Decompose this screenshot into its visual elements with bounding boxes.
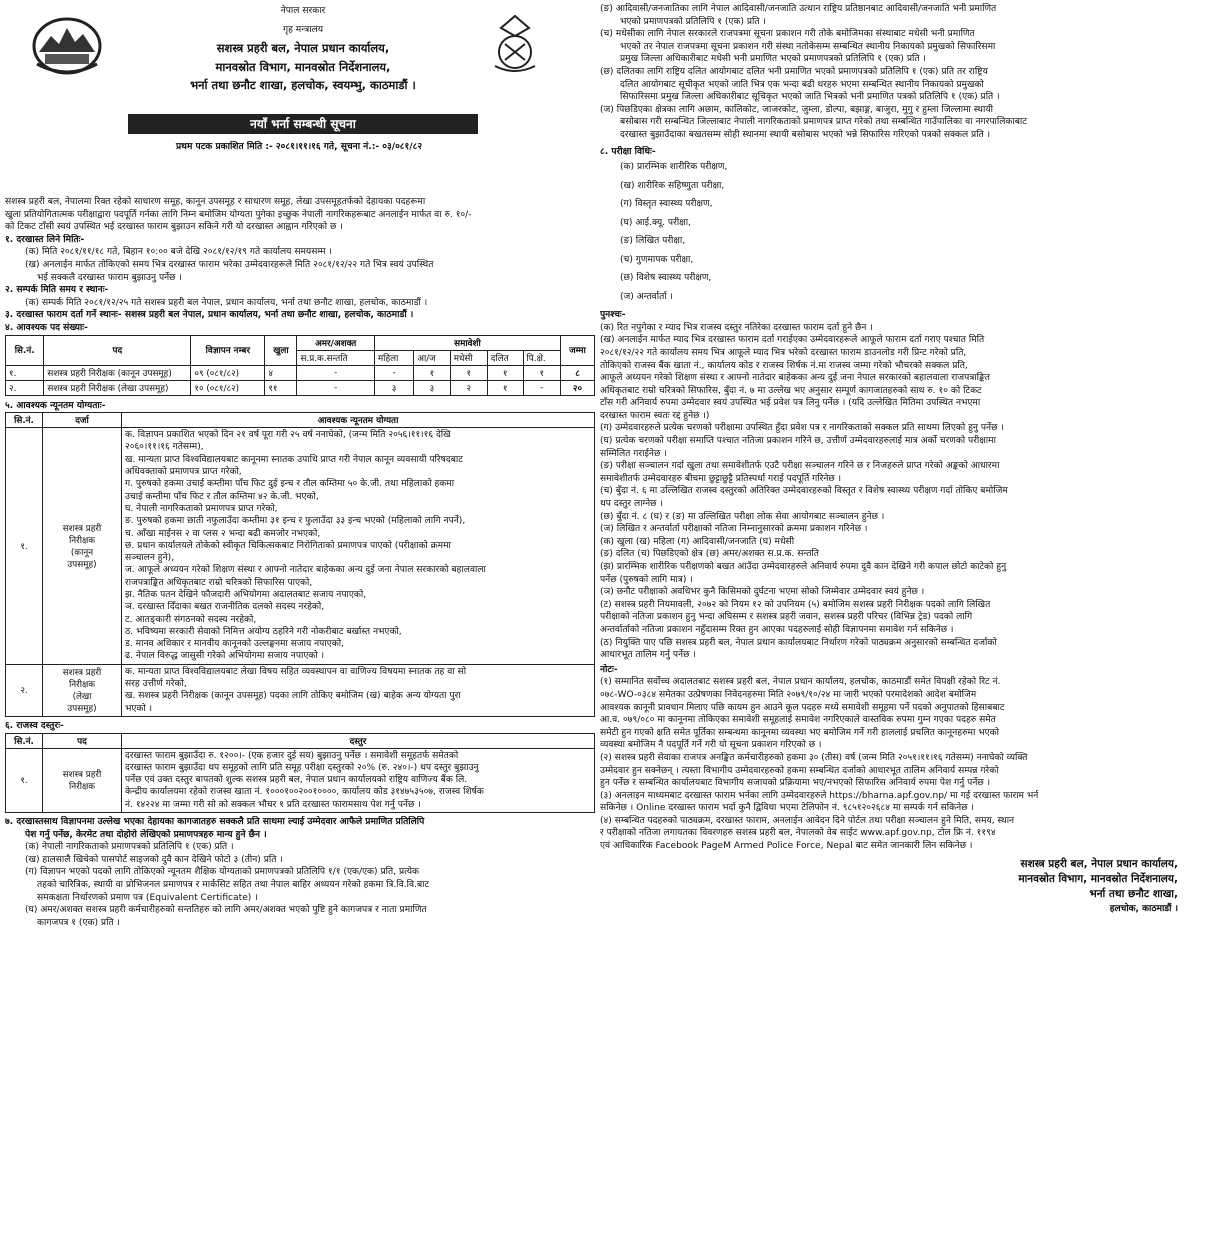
office-line-1: सशस्त्र प्रहरी बल, नेपाल प्रधान कार्यालय, (216, 41, 390, 55)
list-item: हुन पर्नेछ र सम्बन्धित कार्यालयबाट विभागीय सजायको प्रक्रियामा भए/नभएको सिफारिस अनिवार्य रुपमा पेश गर्नु पर्नेछ । (600, 778, 991, 789)
list-item: तोकिएको राजस्व बैंक खाता नं., कार्यालय कोड र राजस्व शिर्षक नं.मा राजस्व जम्मा गरेको भौचरको सक्कल प्रति, (600, 360, 968, 371)
list-item: ख. मान्यता प्राप्त विश्वविद्यालयबाट कानूनमा स्नातक उपाधि प्राप्त गरी नेपाल कानून व्यवसायी परिषदबाट (125, 454, 463, 465)
signature-line: हलचोक, काठमाडौं । (1109, 903, 1178, 914)
list-item: ख. सशस्त्र प्रहरी निरीक्षक (कानून उपसमूह) पदका लागि तोकिए बमोजिम (ख) बाहेक अन्य योग्यता पुरा (125, 691, 461, 702)
table-subheader: स.प्र.क.सन्तति (297, 350, 374, 365)
table-header: दस्तुर (122, 733, 595, 748)
table-header: आवश्यक न्यूनतम योग्यता (122, 413, 595, 428)
table-cell: ४ (265, 365, 297, 380)
table-cell: - (374, 365, 413, 380)
table-header: खुला (265, 335, 297, 365)
table-cell: ८ (561, 365, 595, 380)
nepal-emblem-icon (31, 14, 103, 76)
list-item: क. विज्ञापन प्रकाशित भएको दिन २१ वर्ष पूरा गरी २५ वर्ष ननाघेको, (जन्म मिति २०५६।११।१६ देखि (125, 430, 451, 441)
post-line: निरीक्षक (68, 782, 96, 793)
list-item: (२) सशस्त्र प्रहरी सेवाका राजपत्र अनङ्कित कर्मचारीहरुको हकमा ३० (तीस) वर्ष (जन्म मिति २०५१।११।१६ गतेसम्म) ननाघेको व्यक्ति (600, 752, 1028, 763)
list-item: (ख) अनलाईन मार्फत म्याद भित्र दरखास्त फाराम दर्ता गराईएका उम्मेदवारहरूले आफूले फाराम दर्ता गराए पश्चात मिति (600, 335, 985, 346)
section-7-heading: ७. दरखास्तसाथ विज्ञापनमा उल्लेख भएका देहायका कागजातहरु सक्कलै प्रति साथमा ल्याई उम्मेदवार आफैले प्रमाणित प्रतिलिपि (5, 817, 425, 828)
intro-line: सशस्त्र प्रहरी बल, नेपालमा रिक्त रहेको साधारण समूह, कानून उपसमूह र साधारण समूह, लेखा उपसमूहतर्फको देहायका पदहरूमा (5, 197, 426, 207)
list-item: ठ. भविष्यमा सरकारी सेवाको निमित्त अयोग्य ठहरिने गरी नोकरीबाट बर्खास्त नभएको, (125, 626, 402, 637)
rank-line: (कानून (70, 547, 94, 558)
fee-line: दरखास्त फाराम बुझाउँदा रु. १२००।- (एक हजार दुई सय) बुझाउनु पर्नेछ । समावेशी समूहतर्फ समेतको (125, 750, 459, 761)
list-item: सम्मिलित गराईनेछ । (600, 448, 667, 459)
table-cell: २. (6, 664, 43, 716)
govt-line: नेपाल सरकार (280, 6, 326, 16)
doc-item: प्रमुख जिल्ला अधिकारीबाट मधेसी भनी प्रमाणित भएको प्रमाणपत्रको प्रतिलिपि १ (एक) प्रति । (620, 54, 926, 65)
qualification-list (122, 664, 595, 716)
doc-item: (ज) पिछडिएका क्षेत्रका लागि अछाम, कालिकोट, जाजरकोट, जुम्ला, डोल्पा, बझाङ्ग, बाजुरा, मुगु र हुम्ला जिल्लामा स्थायी (600, 104, 993, 115)
table-header: पद (43, 733, 122, 748)
doc-item: (छ) दलितका लागि राष्ट्रिय दलित आयोगबाट दलित भनी प्रमाणित भएको प्रमाणपत्रको प्रतिलिपि १ (एक) प्रति तर राष्ट्रिय (600, 66, 988, 77)
list-item: (ज) लिखित र अन्तर्वार्ता परीक्षाको नतिजा निम्नानुसारको क्रममा प्रकाशन गरिनेछ । (600, 524, 868, 535)
list-item: झ. नैतिक पतन देखिने फौजदारी अभियोगमा अदालतबाट सजाय नपाएको, (125, 589, 367, 600)
fee-table (5, 733, 595, 813)
table-cell: १. (6, 428, 43, 665)
table-cell: १ (414, 365, 450, 380)
list-item: (ग) उम्मेदवारहरुले प्रत्येक चरणको परीक्षामा उपस्थित हुँदा प्रवेश पत्र र नागरिकताको सक्कल प्रति साथमा लिएको हुनु पर्नेछ । (600, 423, 1004, 434)
list-item: (ट) सशस्त्र प्रहरी नियमावली, २०७२ को नियम १२ को उपनियम (५) बमोजिम सशस्त्र प्रहरी निरीक्षक पदको लागि लिखित (600, 599, 991, 610)
rank-line: निरीक्षक (68, 535, 96, 546)
list-item: समावेशीतर्फ उम्मेदवारहरु बीचमा छुट्टाछुट्टै प्रतिस्पर्धा गराई पदपूर्ति गरिनेछ । (600, 473, 842, 484)
table-cell: १ (450, 365, 487, 380)
section-7-item: (घ) अमर/अशक्त सशस्त्र प्रहरी कर्मचारीहरुको सन्ततिहरु को लागि अमर/अशक्त भएको पुष्टि हुने कागजपत्र र नाता प्रमाणित (25, 905, 427, 916)
list-item: सञ्चालन हुने), (125, 553, 175, 564)
table-row (6, 428, 595, 665)
section-2-item: (क) सम्पर्क मिति २०८१/१२/२५ गते सशस्त्र प्रहरी बल नेपाल, प्रधान कार्यालय, भर्ना तथा छनौट शाखा, हलचोक, काठमाडौं । (25, 297, 428, 308)
exam-item: (छ) विशेष स्वास्थ्य परीक्षण, (620, 273, 712, 284)
exam-item: (क) प्रारम्भिक शारीरिक परीक्षण, (620, 162, 728, 173)
table-subheader: दलित (487, 350, 523, 365)
signature-line: भर्ना तथा छनौट शाखा, (1089, 887, 1178, 900)
list-item: (१) सम्मानित सर्वोच्च अदालतबाट सशस्त्र प्रहरी बल, नेपाल प्रधान कार्यालय, हलचोक, काठमाडौं समेत विपक्षी रहेको रिट नं. (600, 677, 1001, 688)
table-cell: - (523, 380, 561, 395)
section-1-item: भई सक्कलै दरखास्त फाराम बुझाउनु पर्नेछ । (37, 272, 182, 283)
rank-line: (लेखा (72, 692, 92, 703)
table-header: विज्ञापन नम्बर (191, 335, 265, 365)
table-header: पद (44, 335, 191, 365)
doc-item: भएको प्रमाणपत्रको प्रतिलिपि १ (एक) प्रति । (620, 16, 766, 27)
section-7-item: (क) नेपाली नागरिकताको प्रमाणपत्रको प्रतिलिपि १ (एक) प्रति । (25, 842, 234, 853)
list-item: अन्तर्वार्ताको नतिजा प्रकाशन नहुँदासम्म रिक्त हुन आएका पदहरुलाई सोही विज्ञापनमा समावेश गर्न सकिनेछ । (600, 624, 954, 635)
right-column (600, 3, 1204, 916)
table-header: दर्जा (43, 413, 122, 428)
intro-line: खुला प्रतियोगितात्मक परीक्षाद्वारा पदपूर्ति गर्नका लागि निम्न बमोजिम योग्यता पुगेका इच्छुक नेपाली नागरिकहरूबाट अनलाईन मार्फत वा रु. १०/- (5, 209, 472, 220)
section-1-heading: १. दरखास्त लिने मितिः- (5, 234, 85, 245)
list-item: भएको । (125, 703, 153, 714)
rank-cell (43, 664, 122, 716)
fee-line: दरखास्त फाराम बुझाउँदा थप समूहको लागि प्रति समूह परीक्षा दस्तुरको २०% (रु. २४०।-) थप दस्तुर बुझाउनु (125, 762, 479, 773)
table-row (6, 748, 595, 812)
list-item: २०८१/१२/२२ गते कार्यालय समय भित्र आफूले म्याद भित्र भरेको दरखास्त फाराम डाउनलोड गरी प्रिन्ट गरेको प्रति, (600, 347, 967, 358)
section-3-heading: ३. दरखास्त फाराम दर्ता गर्ने स्थानः- सशस्त्र प्रहरी बल नेपाल, प्रधान कार्यालय, भर्ना तथा छनौट शाखा, हलचोक, काठमाडौं । (5, 310, 414, 321)
fee-line: नं. १४२२४ मा जम्मा गरी सो को सक्कल भौचर १ प्रति दरखास्त फारामसाथ पेश गर्नु पर्नेछ । (125, 799, 421, 810)
list-item: आवश्यक कानूनी प्रावधान मिलाए पछि कायम हुन आउने कूल पदहरु मध्ये समावेशी समूहमा पर्ने पदको अनुपातको हिसाबबाट (600, 702, 1005, 713)
list-item: ड. मानव अधिकार र मानवीय कानूनको उल्लङ्घनमा सजाय नपाएको, (125, 639, 344, 650)
doc-item: सिफारिसमा प्रमुख जिल्ला अधिकारीबाट सूचिकृत भएको जाति भित्रको भनी प्रमाणित पत्रको प्रतिलिपि १ (एक) प्रति । (620, 92, 1000, 103)
table-cell: सशस्त्र प्रहरी निरीक्षक (लेखा उपसमूह) (44, 380, 191, 395)
list-item: थप दस्तुर लाग्नेछ । (600, 499, 663, 510)
postscript-heading: पुनश्चः- (600, 310, 626, 321)
doc-item: बसोबास गरी सम्बन्धित जिल्लाबाट नेपाली नागरिकताको प्रमाणपत्र प्राप्त गरेको तथा सम्बन्धित गाउँपालिका वा नगरपालिकाबाट (620, 117, 1027, 128)
section-7-item: (ख) हालसालै खिचेको पासपोर्ट साइजको दुवै कान देखिने फोटो ३ (तीन) प्रति । (25, 854, 283, 865)
post-line: सशस्त्र प्रहरी (62, 770, 102, 781)
doc-item: (ङ) आदिवासी/जनजातिका लागि नेपाल आदिवासी/जनजाति उत्थान राष्ट्रिय प्रतिष्ठानबाट आदिवासी/जनजाति भनी प्रमाणित (600, 4, 997, 14)
postscript-list (600, 322, 1204, 662)
table-cell: २. (6, 380, 44, 395)
list-item: छ. प्रधान कार्यालयले तोकेको स्वीकृत चिकित्सकबाट निरोगिताको प्रमाणपत्र पाएको (परीक्षाको क्रममा (125, 540, 451, 551)
list-item: घ. नेपाली नागरिकताको प्रमाणपत्र प्राप्त गरेको, (125, 503, 278, 514)
list-item: (४) सम्बन्धित पदहरुको पाठ्यक्रम, दरखास्त फाराम, अनलाईन आवेदन दिने पोर्टल तथा परीक्षा सञ्चालन हुने मिति, समय, स्थान (600, 815, 1015, 826)
notice-number: प्रथम पटक प्रकाशित मिति :- २०८१।११।१६ गते, सूचना नं.:- ०३/०८१/८२ (175, 142, 423, 152)
exam-item: (ख) शारीरिक सहिष्णुता परीक्षा, (620, 180, 725, 191)
table-cell: १० (०८१/८२) (191, 380, 265, 395)
signature-line: मानवस्रोत विभाग, मानवस्रोत निर्देशनालय, (1018, 872, 1178, 885)
rank-line: उपसमूह) (67, 704, 97, 715)
list-item: ट. आतङ्‍कारी संगठनको सदस्य नरहेको, (125, 614, 257, 625)
doc-item: दरखास्त बुझाउँदाका बखतसम्म सोही स्थानमा स्थायी बसोबास भएको भन्ने सिफारिस गरिएको पत्रको सक्कल प्रति । (620, 129, 991, 140)
list-item: आधारभूत तालिम गर्नु पर्नेछ । (600, 650, 696, 661)
exam-item: (ग) विस्तृत स्वास्थ्य परीक्षण, (620, 199, 713, 210)
list-item: राजपत्राङ्कित अधिकृतबाट राम्रो चरित्रको सिफारिस पाएको, (125, 577, 313, 588)
rank-line: उपसमूह) (67, 559, 97, 570)
list-item: (क) रित नपुगेका र म्याद भित्र राजस्व दस्तुर नतिरेका दरखास्त फाराम दर्ता हुने छैन । (600, 322, 873, 333)
section-7-item: कागजपत्र १ (एक) प्रति । (37, 917, 120, 928)
table-header: सि.नं. (6, 335, 44, 365)
list-item: अधिकृतबाट राम्रो चरित्रको सिफारिस, बुँदा नं. ७ मा उल्लेख भए अनुसार सम्पूर्ण कागजातहरुको साथ रु. १० को टिकट (600, 385, 982, 396)
table-header: अमर/अशक्त (297, 335, 374, 350)
list-item: (३) अनलाइन माध्यमबाट दरखास्त फाराम भर्नका लागि उम्मेदवारहरुले https://bharna.apf.gov.np/ मा गई दरखास्त फाराम भर्न (600, 790, 1039, 801)
list-item: अधिवक्ताको प्रमाणपत्र प्राप्त गरेको, (125, 467, 242, 478)
list-item: टाँस गरी अनिवार्य रुपमा उम्मेदवार स्वयं उपस्थित भई प्रवेश पत्र लिनु पर्नेछ । (यदि उल्लेखित मितिमा उपस्थित नभएमा (600, 398, 981, 409)
table-cell: २० (561, 380, 595, 395)
section-8-heading: ८. परीक्षा विधिः- (600, 146, 656, 157)
table-cell: - (297, 365, 374, 380)
letterhead (3, 0, 595, 152)
signature-block (600, 857, 1204, 916)
doc-item: (च) मधेसीका लागि नेपाल सरकारले राजपत्रमा सूचना प्रकाशन गरी तोके बमोजिमका संस्थाबाट मधेसी भनी प्रमाणित (600, 29, 975, 40)
section-7-item: (ग) विज्ञापन भएको पदको लागि तोकिएको न्यूनतम शैक्षिक योग्यताको प्रमाणपत्रको प्रतिलिपि १/१ (एक/एक) प्रति, प्रत्येक (25, 867, 420, 878)
apf-logo-icon (489, 14, 541, 76)
list-item: (छ) बुँदा नं. ८ (घ) र (ङ) मा उल्लिखित परीक्षा लोक सेवा आयोगबाट सञ्चालन हुनेछ । (600, 511, 885, 522)
list-item: ग. पुरुषको हकमा उचाई कम्तीमा पाँच फिट दुई इन्च र तौल कम्तिमा ५० के.जी. तथा महिलाको हकमा (125, 479, 455, 490)
list-item: र परीक्षाको नतिजा लगायतका विवरणहरु सशस्त्र प्रहरी बल, नेपालको वेब साईट www.apf.gov.np, टोल फ्रि नं. ११९४ (600, 828, 996, 839)
note-heading: नोटः- (600, 664, 618, 675)
list-item: पर्नेछ (पुरुषको लागि मात्र) । (600, 574, 693, 585)
list-item: उम्मेदवार हुन सक्नेछन् । त्यस्ता विभागीय उम्मेदवारहरुको हकमा सम्बन्धित दर्जाको आधारभूत तालिम अनिवार्य सम्पन्न गरेको (600, 765, 999, 776)
list-item: ज. आफूले अध्ययन गरेको शिक्षण संस्था र आफ्नो नातेदार बाहेकका अन्य दुई जना नेपाल सरकारको बहालवाला (125, 565, 486, 576)
left-body (5, 153, 595, 929)
intro-line: को टिकट टाँसी स्वयं उपस्थित भई दरखास्त फाराम बुझाउन सकिने गरी यो दरखास्त आह्वान गरिएको छ । (5, 222, 343, 233)
table-header: जम्मा (561, 335, 595, 365)
qualification-list (122, 428, 595, 665)
exam-item: (च) गुणमापक परीक्षा, (620, 254, 694, 265)
table-cell: ०९ (०८१/८२) (191, 365, 265, 380)
list-item: (ञ) छनौट परीक्षाको अवधिभर कुनै किसिमको दुर्घटना भएमा सोको जिम्मेवार उम्मेदवार स्वयं हुनेछ । (600, 587, 925, 598)
list-item: परीक्षाको नतिजा प्रकाशन हुनु भन्दा अघिसम्म र सशस्त्र प्रहरी जवान, सशस्त्र प्रहरी परिचर (विभिन्न ट्रेड) पदको लागि (600, 612, 973, 623)
list-item: आ.व. ०७९/०८० मा कानूनमा तोकिएका समावेशी समूहलाई समावेश नगरिएकाले वास्तविक रुपमा गुम्न गएका पदहरु समेत (600, 715, 996, 726)
table-row (6, 664, 595, 716)
list-item: व्यवस्था बमोजिम नै पदपूर्ति गर्ने गरी यो सूचना प्रकाशन गरिएको छ । (600, 740, 822, 751)
table-subheader: पि.क्षे. (523, 350, 561, 365)
list-item: (घ) प्रत्येक चरणको परीक्षा समाप्ति पश्चात नतिजा प्रकाशन गरिने छ, उत्तीर्ण उम्मेदवारहरुलाई मात्र अर्को चरणको परीक्षामा (600, 436, 996, 447)
section-1-item: (ख) अनलाईन मार्फत तोकिएको समय भित्र दरखास्त फाराम भरेका उम्मेदवारहरूले मिति २०८१/१२/२२ गते भित्र स्वयं उपस्थित (25, 259, 434, 270)
section-7-heading: पेश गर्नु पर्नेछ, केरमेट तथा दोहोरो लेखिएको प्रमाणपत्रहरु मान्य हुने छैन । (25, 829, 267, 840)
posts-table (5, 335, 595, 396)
list-item: सकिनेछ । Online दरखास्त फाराम भर्दा कुनै द्विविधा भएमा टेलिफोन नं. ९८५१२०२६८४ मा सम्पर्क गर्न सकिनेछ । (600, 803, 974, 814)
table-cell: सशस्त्र प्रहरी निरीक्षक (कानून उपसमूह) (44, 365, 191, 380)
ministry-line: गृह मन्त्रालय (282, 24, 324, 35)
table-cell: १ (487, 365, 523, 380)
doc-item: दलित आयोगबाट सूचीकृत भएको जाति भित्र एक भन्दा बढी थरहरु भएमा सम्बन्धित स्थानीय निकायको प्रमुखको (620, 79, 984, 90)
list-item: एवं आधिकारिक Facebook PageM Armed Police Force, Nepal बाट समेत जानकारी लिन सकिनेछ । (600, 841, 973, 852)
notice-title: नयाँ भर्ना सम्बन्धी सूचना (128, 114, 478, 134)
note-list (600, 676, 1204, 852)
section-6-heading: ६. राजस्व दस्तुरः- (5, 720, 64, 731)
exam-item: (ज) अन्तर्वार्ता । (620, 291, 673, 302)
list-item: ढ. नेपाल विरुद्ध जासुसी गरेको अभियोगमा सजाय नपाएको । (125, 651, 325, 662)
table-cell: १ (487, 380, 523, 395)
table-header: समावेशी (374, 335, 560, 350)
list-item: (ङ) दलित (च) पिछडिएको क्षेत्र (छ) अमर/अशक्त स.प्र.क. सन्तति (600, 549, 819, 560)
signature-line: सशस्त्र प्रहरी बल, नेपाल प्रधान कार्यालय, (1020, 857, 1178, 870)
fee-line: पर्नेछ एवं उक्त दस्तुर बापतको शुल्क सशस्त्र प्रहरी बल, नेपाल प्रधान कार्यालयको राष्ट्रिय वाणिज्य बैंक लि. (125, 775, 468, 786)
list-item: समेटी हुन गएको क्षति समेत पूर्तिका सम्बन्धमा कानूनमा व्यवस्था भए बमोजिम गर्ने गरी हाललाई प्रचलित कानूनहरुमा भएको (600, 727, 999, 738)
rank-line: सशस्त्र प्रहरी (62, 668, 102, 679)
doc-item: भएको तर नेपाल राजपत्रमा सूचना प्रकाशन गरी संस्था नतोकेसम्म सम्बन्धित स्थानीय निकायको प्रमुखको सिफारिसमा (620, 41, 996, 52)
post-cell (43, 748, 122, 812)
list-item: दरखास्त फाराम स्वतः रद्द हुनेछ ।) (600, 410, 710, 421)
list-item: (झ) प्रारम्भिक शारीरिक परीक्षणको बखत आउँदा उम्मेदवारहरुले अनिवार्य रुपमा दुवै कान देखिने गरी कपाल छोटो काटेको हुनु (600, 562, 1007, 572)
section-7-item: तहको चारित्रिक, स्थायी वा प्रोभिजनल प्रमाणपत्र र मार्कसिट सहित तथा नेपाल बाहिर अध्ययन गरेको हकमा त्रि.वि.वि.बाट (37, 880, 430, 890)
table-cell: ३ (374, 380, 413, 395)
table-cell: ११ (265, 380, 297, 395)
rank-line: सशस्त्र प्रहरी (62, 523, 102, 534)
table-subheader: महिला (374, 350, 413, 365)
list-item: (च) बुँदा नं. ६ मा उल्लिखित राजस्व दस्तुरको अतिरिक्त उम्मेदवारहरुको विस्तृत र विशेष स्वास्थ्य परीक्षण गर्दा तोकिए बमोजिम (600, 486, 1008, 497)
list-item: ङ. पुरुषको हकमा छाती नफुलाउँदा कम्तीमा ३१ इन्च र फुलाउँदा ३३ इन्च भएको (महिलाको लागि नपर्ने), (125, 516, 466, 527)
section-5-heading: ५. आवश्यक न्यूनतम योग्यताः- (5, 400, 106, 411)
fee-line: केन्द्रीय कार्यालयमा रहेको राजस्व खाता नं. १०००१००२००१००००, कार्यालय कोड ३१४७५३५०७, राजस्व शिर्षक (125, 787, 484, 798)
table-cell: १. (6, 748, 43, 812)
table-subheader: आ/ज (414, 350, 450, 365)
list-item: आफूले अध्ययन गरेको शिक्षण संस्था र आफ्नो नातेदार बाहेकका अन्य दुई जना नेपाल सरकारको बहालवाला राजपत्राङ्कित (600, 373, 990, 384)
list-item: च. आँखा माईनस २ वा प्लस २ भन्दा बढी कमजोर नभएको, (125, 528, 321, 539)
table-cell: - (297, 380, 374, 395)
table-subheader: मधेसी (450, 350, 487, 365)
exam-item: (घ) आई.क्यू. परीक्षा, (620, 217, 691, 228)
table-cell: ३ (414, 380, 450, 395)
rank-line: निरीक्षक (68, 680, 96, 691)
rank-cell (43, 428, 122, 665)
table-cell: १ (523, 365, 561, 380)
qualification-table (5, 412, 595, 717)
list-item: ञ. दरखास्त दिँदाका बखत राजनीतिक दलको सदस्य नरहेको, (125, 602, 325, 613)
section-7-item: समकक्षता निर्धारणको प्रमाण पत्र (Equivalent Certificate) । (37, 892, 258, 903)
list-item: (ङ) परीक्षा सञ्चालन गर्दा खुला तथा समावेशीतर्फ एउटै परीक्षा सञ्चालन गरिने छ र निजहरुले प्राप्त गरेको अङ्कको आधारमा (600, 461, 1000, 472)
table-cell: २ (450, 380, 487, 395)
fee-text (122, 748, 595, 812)
section-4-heading: ४. आवश्यक पद संख्याः- (5, 322, 88, 333)
list-item: (ठ) नियुक्ति पाए पछि सशस्त्र प्रहरी बल, नेपाल प्रधान कार्यालयबाट निर्धारण गरेको पाठ्यक्रम अनुसारको सम्बन्धित दर्जाको (600, 637, 997, 648)
list-item: ०७८-WO-०३८४ समेतका उत्प्रेषणका निवेदनहरुमा मिति २०७९/१०/२४ मा जारी भएको परमादेशको आदेश बमोजिम (600, 689, 977, 700)
section-1-item: (क) मिति २०८१/११/१८ गते, बिहान १०:०० बजे देखि २०८१/१२/१९ गते कार्यालय समयसम्म । (25, 247, 332, 258)
table-cell: १. (6, 365, 44, 380)
table-header: सि.नं. (6, 413, 43, 428)
list-item: उचाई कम्तीमा पाँच फिट र तौल कम्तिमा ४२ के.जी. भएको, (125, 491, 319, 502)
left-column (3, 0, 595, 928)
table-row (6, 380, 595, 395)
list-item: २०६०।११।१६ गतेसम्म), (125, 442, 204, 453)
list-item: क. मान्यता प्राप्त विश्वविद्यालयबाट लेखा विषय सहित व्यवस्थापन वा वाणिज्य विषयमा स्नातक तह वा सो (125, 666, 467, 677)
office-line-3: भर्ना तथा छनौट शाखा, हलचोक, स्वयम्भु, काठमाडौं । (190, 78, 416, 92)
table-header: सि.नं. (6, 733, 43, 748)
office-line-2: मानवस्रोत विभाग, मानवस्रोत निर्देशनालय, (215, 59, 391, 74)
list-item: (क) खुला (ख) महिला (ग) आदिवासी/जनजाति (घ) मधेसी (600, 536, 795, 547)
exam-item: (ङ) लिखित परीक्षा, (620, 236, 686, 247)
table-row (6, 365, 595, 380)
section-2-heading: २. सम्पर्क मिति समय र स्थानः- (5, 285, 109, 296)
list-item: सरह उत्तीर्ण गरेको, (125, 679, 187, 690)
